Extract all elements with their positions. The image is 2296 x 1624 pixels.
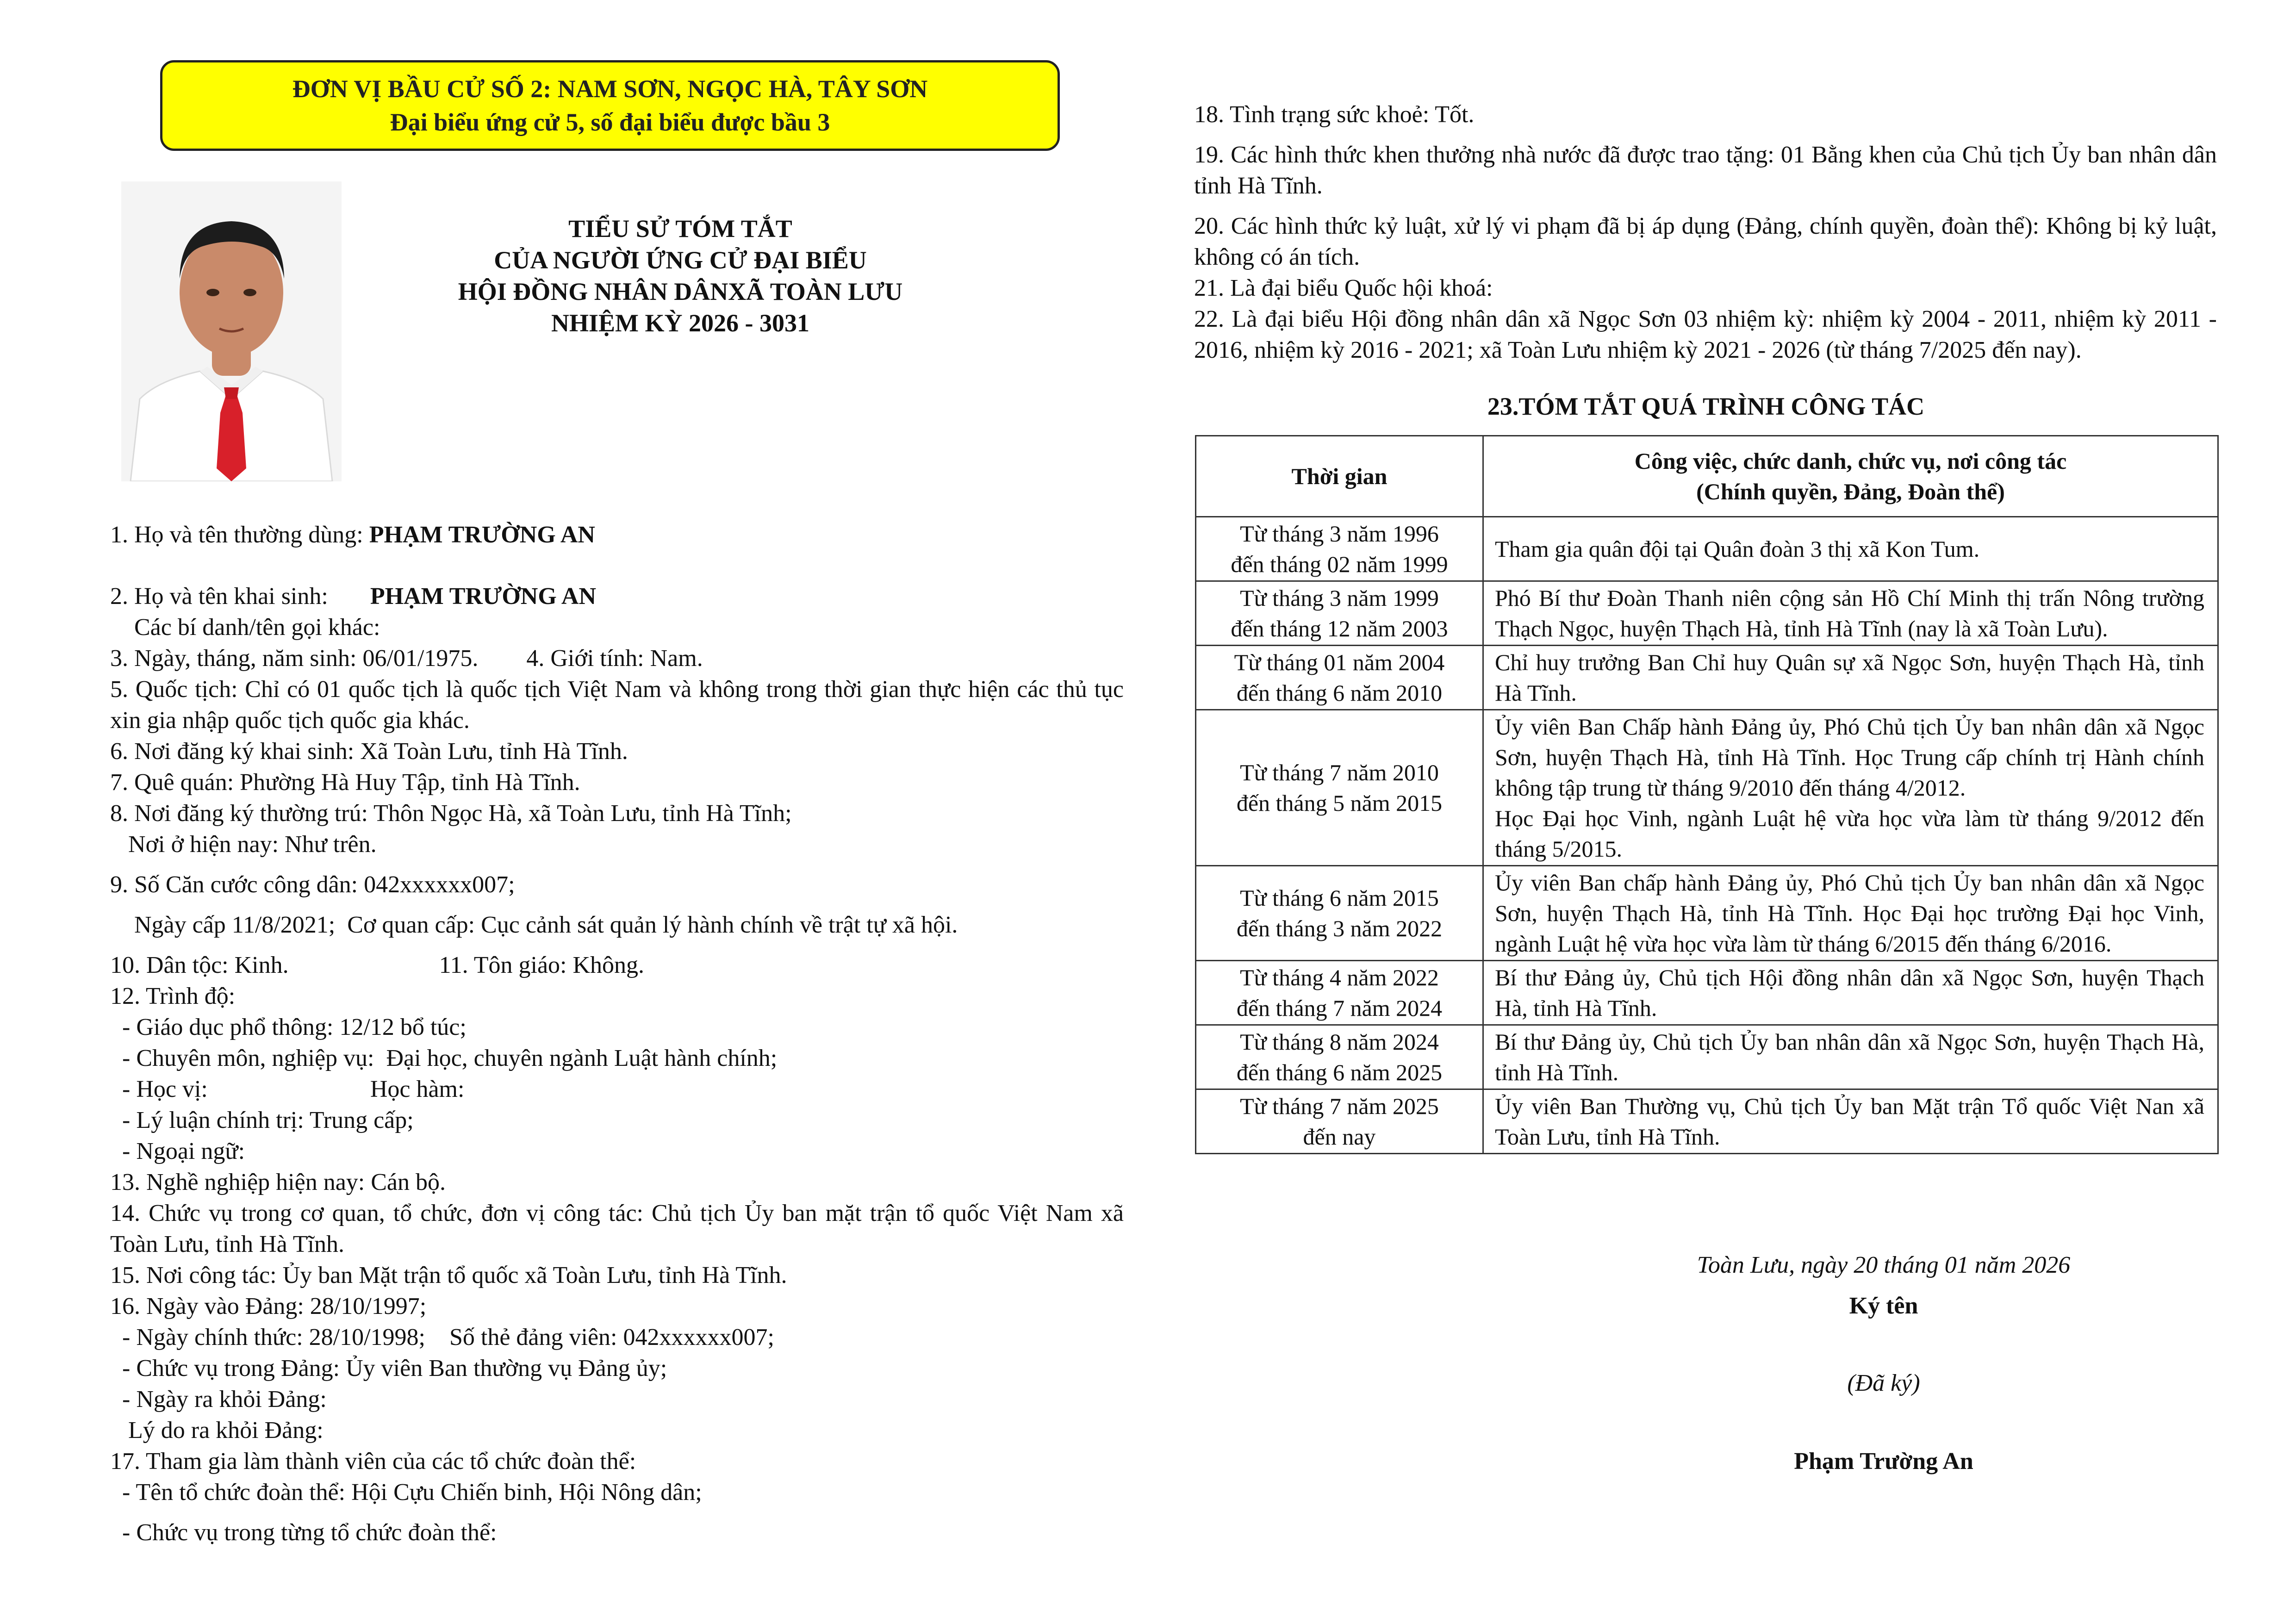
item-discipline: 20. Các hình thức kỷ luật, xử lý vi phạm đã bị áp dụng (Đảng, chính quyền, đoàn thể): Không bị kỷ luật, không có án tích. [1194, 213, 2217, 270]
time-from: Từ tháng 6 năm 2015 [1240, 885, 1439, 911]
item-citizen-id: 9. Số Căn cước công dân: 042xxxxxx007; [110, 871, 515, 898]
item-id-issue: Ngày cấp 11/8/2021; Cơ quan cấp: Cục cảnh sát quản lý hành chính về trật tự xã hội. [110, 912, 958, 938]
item-national-assembly: 21. Là đại biểu Quốc hội khoá: [1194, 275, 1493, 301]
item-nationality: 5. Quốc tịch: Chỉ có 01 quốc tịch là quốc tịch Việt Nam và không trong thời gian thực hiện các thủ tục xin gia nhập quốc tịch quốc gia khác. [110, 676, 1124, 734]
row-time [1196, 517, 1483, 581]
item-birthdate-gender: 3. Ngày, tháng, năm sinh: 06/01/1975. 4. Giới tính: Nam. [110, 645, 703, 672]
work-history-title: 23.TÓM TẮT QUÁ TRÌNH CÔNG TÁC [1487, 392, 1925, 420]
item-organizations: 17. Tham gia làm thành viên của các tổ chức đoàn thể: [110, 1448, 636, 1475]
item-specialization: - Chuyên môn, nghiệp vụ: Đại học, chuyên ngành Luật hành chính; [110, 1045, 778, 1071]
time-from: Từ tháng 7 năm 2010 [1240, 759, 1439, 785]
heading-line-1: TIỂU SỬ TÓM TẮT [568, 215, 792, 243]
candidate-birth-name: PHẠM TRƯỜNG AN [370, 583, 597, 610]
header-work [1483, 436, 2218, 517]
table-row [1196, 866, 2218, 961]
time-from: Từ tháng 01 năm 2004 [1234, 649, 1445, 675]
time-to: đến tháng 02 năm 1999 [1231, 551, 1448, 577]
signature-date: Toàn Lưu, ngày 20 tháng 01 năm 2026 [1697, 1252, 2071, 1278]
item-birth-registration: 6. Nơi đăng ký khai sinh: Xã Toàn Lưu, tỉnh Hà Tĩnh. [110, 738, 628, 765]
row-description: Bí thư Đảng ủy, Chủ tịch Hội đồng nhân dân xã Ngọc Sơn, huyện Thạch Hà, tỉnh Hà Tĩnh. [1483, 961, 2218, 1025]
item-awards: 19. Các hình thức khen thưởng nhà nước đã được trao tặng: 01 Bằng khen của Chủ tịch Ủy ban nhân dân tỉnh Hà Tĩnh. [1194, 142, 2217, 199]
banner-line-1: ĐƠN VỊ BẦU CỬ SỐ 2: NAM SƠN, NGỌC HÀ, TÂY SƠN [292, 75, 928, 103]
table-header-row [1196, 436, 2218, 517]
row-time [1196, 646, 1483, 710]
time-to: đến tháng 7 năm 2024 [1236, 995, 1443, 1021]
heading-line-2: CỦA NGƯỜI ỨNG CỬ ĐẠI BIỂU [494, 246, 867, 274]
time-to: đến nay [1303, 1124, 1376, 1150]
time-from: Từ tháng 8 năm 2024 [1240, 1029, 1439, 1055]
biography-right-column [1194, 99, 2217, 366]
item-alias: Các bí danh/tên gọi khác: [110, 614, 380, 641]
item-common-name [110, 519, 1124, 550]
table-row [1196, 517, 2218, 581]
item-council-terms: 22. Là đại biểu Hội đồng nhân dân xã Ngọc Sơn 03 nhiệm kỳ: nhiệm kỳ 2004 - 2011, nhiệm kỳ 2011 - 2016, nhiệm kỳ 2016 - 2021; xã Toàn Lưu nhiệm kỳ 2021 - 2026 (từ tháng 7/2025 đến nay). [1194, 306, 2217, 363]
time-to: đến tháng 6 năm 2010 [1236, 680, 1443, 706]
item-organization-positions: - Chức vụ trong từng tổ chức đoàn thể: [110, 1519, 497, 1546]
work-history-table [1195, 435, 2219, 1154]
row-description: Ủy viên Ban chấp hành Đảng ủy, Phó Chủ tịch Ủy ban nhân dân xã Ngọc Sơn, huyện Thạch Hà, tỉnh Hà Tĩnh. Học Đại học trường Đại học Vinh, ngành Luật hệ vừa học vừa làm từ tháng 6/2015 đến tháng 6/2016. [1483, 866, 2218, 961]
item-organization-names: - Tên tổ chức đoàn thể: Hội Cựu Chiến binh, Hội Nông dân; [110, 1479, 702, 1506]
electoral-unit-banner [160, 60, 1060, 151]
table-row [1196, 581, 2218, 646]
row-time [1196, 961, 1483, 1025]
item-position: 14. Chức vụ trong cơ quan, tổ chức, đơn vị công tác: Chủ tịch Ủy ban mặt trận tổ quốc Việt Nam xã Toàn Lưu, tỉnh Hà Tĩnh. [110, 1200, 1124, 1257]
document-heading [356, 213, 1004, 339]
heading-line-3: HỘI ĐỒNG NHÂN DÂNXÃ TOÀN LƯU [458, 278, 903, 305]
item-party-leave-date: - Ngày ra khỏi Đảng: [110, 1386, 327, 1412]
item-label: 1. Họ và tên thường dùng: [110, 522, 369, 548]
description-part-1: Ủy viên Ban Chấp hành Đảng ủy, Phó Chủ tịch Ủy ban nhân dân xã Ngọc Sơn, huyện Thạch Hà, tỉnh Hà Tĩnh. Học Trung cấp chính trị Hành chính không tập trung từ tháng 9/2010 đến tháng 4/2012. [1495, 714, 2204, 801]
item-political-theory: - Lý luận chính trị: Trung cấp; [110, 1107, 414, 1133]
time-to: đến tháng 3 năm 2022 [1236, 915, 1443, 941]
biography-left-column [110, 519, 1124, 1548]
time-from: Từ tháng 3 năm 1999 [1240, 585, 1439, 611]
row-description: Chỉ huy trưởng Ban Chỉ huy Quân sự xã Ngọc Sơn, huyện Thạch Hà, tỉnh Hà Tĩnh. [1483, 646, 2218, 710]
header-work-line-2: (Chính quyền, Đảng, Đoàn thể) [1696, 479, 2005, 504]
item-party-position: - Chức vụ trong Đảng: Ủy viên Ban thường vụ Đảng ủy; [110, 1355, 667, 1381]
item-party-official-date: - Ngày chính thức: 28/10/1998; Số thẻ đảng viên: 042xxxxxx007; [110, 1324, 774, 1350]
banner-line-2: Đại biểu ứng cử 5, số đại biểu được bầu 3 [390, 108, 830, 136]
item-current-residence: Nơi ở hiện nay: Như trên. [110, 831, 377, 858]
candidate-name: PHẠM TRƯỜNG AN [369, 522, 595, 548]
time-to: đến tháng 12 năm 2003 [1231, 616, 1448, 641]
row-time [1196, 1025, 1483, 1089]
item-degree: - Học vị: Học hàm: [110, 1076, 465, 1102]
row-description: Bí thư Đảng ủy, Chủ tịch Ủy ban nhân dân xã Ngọc Sơn, huyện Thạch Hà, tỉnh Hà Tĩnh. [1483, 1025, 2218, 1089]
row-description: Phó Bí thư Đoàn Thanh niên cộng sản Hồ Chí Minh thị trấn Nông trường Thạch Ngọc, huyện Thạch Hà, tỉnh Hà Tĩnh (nay là xã Toàn Lưu). [1483, 581, 2218, 646]
item-party-join-date: 16. Ngày vào Đảng: 28/10/1997; [110, 1293, 427, 1319]
item-party-leave-reason: Lý do ra khỏi Đảng: [110, 1417, 324, 1444]
item-foreign-language: - Ngoại ngữ: [110, 1138, 245, 1164]
time-from: Từ tháng 4 năm 2022 [1240, 964, 1439, 990]
row-time [1196, 710, 1483, 866]
time-from: Từ tháng 3 năm 1996 [1240, 521, 1439, 547]
time-to: đến tháng 5 năm 2015 [1236, 790, 1443, 816]
header-work-line-1: Công việc, chức danh, chức vụ, nơi công tác [1634, 448, 2067, 474]
item-health: 18. Tình trạng sức khoẻ: Tốt. [1194, 101, 1475, 128]
row-time [1196, 866, 1483, 961]
item-education-title: 12. Trình độ: [110, 983, 236, 1009]
item-workplace: 15. Nơi công tác: Ủy ban Mặt trận tổ quốc xã Toàn Lưu, tỉnh Hà Tĩnh. [110, 1262, 787, 1288]
row-description: Ủy viên Ban Thường vụ, Chủ tịch Ủy ban Mặt trận Tổ quốc Việt Nan xã Toàn Lưu, tỉnh Hà Tĩnh. [1483, 1089, 2218, 1154]
row-time [1196, 1089, 1483, 1154]
item-ethnicity-religion: 10. Dân tộc: Kinh. 11. Tôn giáo: Không. [110, 952, 645, 978]
table-row [1196, 710, 2218, 866]
time-to: đến tháng 6 năm 2025 [1236, 1059, 1443, 1085]
table-row [1196, 1089, 2218, 1154]
time-from: Từ tháng 7 năm 2025 [1240, 1093, 1439, 1119]
item-permanent-residence: 8. Nơi đăng ký thường trú: Thôn Ngọc Hà, xã Toàn Lưu, tỉnh Hà Tĩnh; [110, 800, 792, 827]
table-row [1196, 961, 2218, 1025]
signature-status: (Đã ký) [1847, 1370, 1920, 1396]
candidate-photo [121, 181, 342, 481]
item-general-education: - Giáo dục phổ thông: 12/12 bổ túc; [110, 1014, 467, 1040]
item-occupation: 13. Nghề nghiệp hiện nay: Cán bộ. [110, 1169, 446, 1195]
row-time [1196, 581, 1483, 646]
header-time: Thời gian [1196, 436, 1483, 517]
signer-name: Phạm Trường An [1794, 1448, 1973, 1475]
portrait-illustration [121, 181, 342, 481]
item-label: 2. Họ và tên khai sinh: [110, 583, 370, 610]
item-hometown: 7. Quê quán: Phường Hà Huy Tập, tỉnh Hà Tĩnh. [110, 769, 580, 796]
description-part-2: Học Đại học Vinh, ngành Luật hệ vừa học vừa làm từ tháng 9/2012 đến tháng 5/2015. [1495, 805, 2204, 862]
row-description: Tham gia quân đội tại Quân đoàn 3 thị xã Kon Tum. [1483, 517, 2218, 581]
signature-label: Ký tên [1849, 1293, 1918, 1319]
item-birth-name [110, 581, 1124, 612]
heading-line-4: NHIỆM KỲ 2026 - 3031 [551, 309, 809, 337]
row-description [1483, 710, 2218, 866]
table-row [1196, 1025, 2218, 1089]
table-row [1196, 646, 2218, 710]
